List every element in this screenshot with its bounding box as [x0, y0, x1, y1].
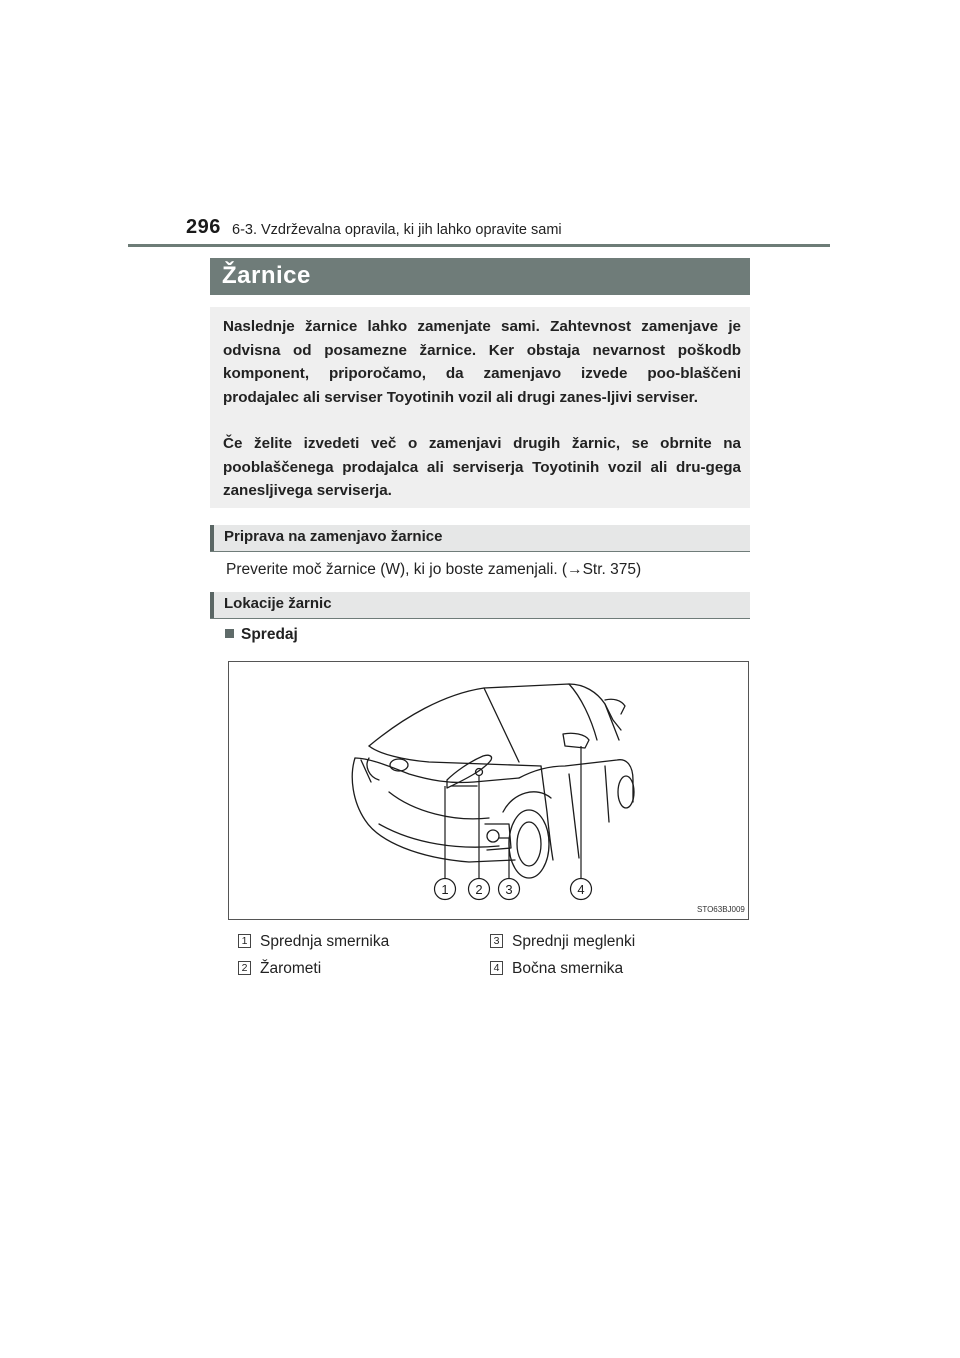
- legend-label: Žarometi: [260, 960, 322, 977]
- figure-callout: 4: [577, 882, 585, 897]
- front-subtitle-text: Spredaj: [241, 626, 298, 643]
- legend-number: 2: [238, 961, 251, 975]
- header-rule: [128, 244, 830, 247]
- subheading-bar: [210, 525, 214, 551]
- legend-number: 4: [490, 961, 503, 975]
- page-number: 296: [186, 216, 221, 238]
- subheading-text: Priprava na zamenjavo žarnice: [224, 528, 443, 545]
- figure-callout: 3: [505, 882, 513, 897]
- preparation-text: Preverite moč žarnice (W), ki jo boste zamenjali. (→Str. 375): [226, 561, 642, 578]
- car-front-illustration: [229, 662, 748, 919]
- figure-code: STO63BJ009: [697, 905, 745, 914]
- front-subtitle: [225, 626, 298, 644]
- legend-label: Sprednja smernika: [260, 933, 390, 950]
- subheading-text: Lokacije žarnic: [224, 595, 332, 612]
- intro-paragraph: Če želite izvedeti več o zamenjavi drugih žarnic, se obrnite na pooblaščenega prodajalca ali serviserja Toyotinih vozil ali dru-gega zanesljivega serviserja.: [223, 435, 741, 500]
- figure-callout: 1: [441, 882, 449, 897]
- legend-number: 3: [490, 934, 503, 948]
- figure-callout: 2: [475, 882, 483, 897]
- running-head: 6-3. Vzdrževalna opravila, ki jih lahko opravite sami: [232, 222, 562, 238]
- intro-paragraph: Naslednje žarnice lahko zamenjate sami. Zahtevnost zamenjave je odvisna od posamezne žarnice. Ker obstaja nevarnost poškodb komponent, priporočamo, da zamenjavo izvede poo-blaščeni prodajalec ali serviser Toyotinih vozil ali drugi zanes-ljivi serviser.: [223, 318, 741, 406]
- square-bullet-icon: [225, 629, 234, 638]
- legend-number: 1: [238, 934, 251, 948]
- subheading-locations: [210, 592, 750, 619]
- section-title: Žarnice: [222, 262, 311, 289]
- subheading-preparation: [210, 525, 750, 552]
- legend-label: Sprednji meglenki: [512, 933, 636, 950]
- legend-label: Bočna smernika: [512, 960, 624, 977]
- subheading-bar: [210, 592, 214, 618]
